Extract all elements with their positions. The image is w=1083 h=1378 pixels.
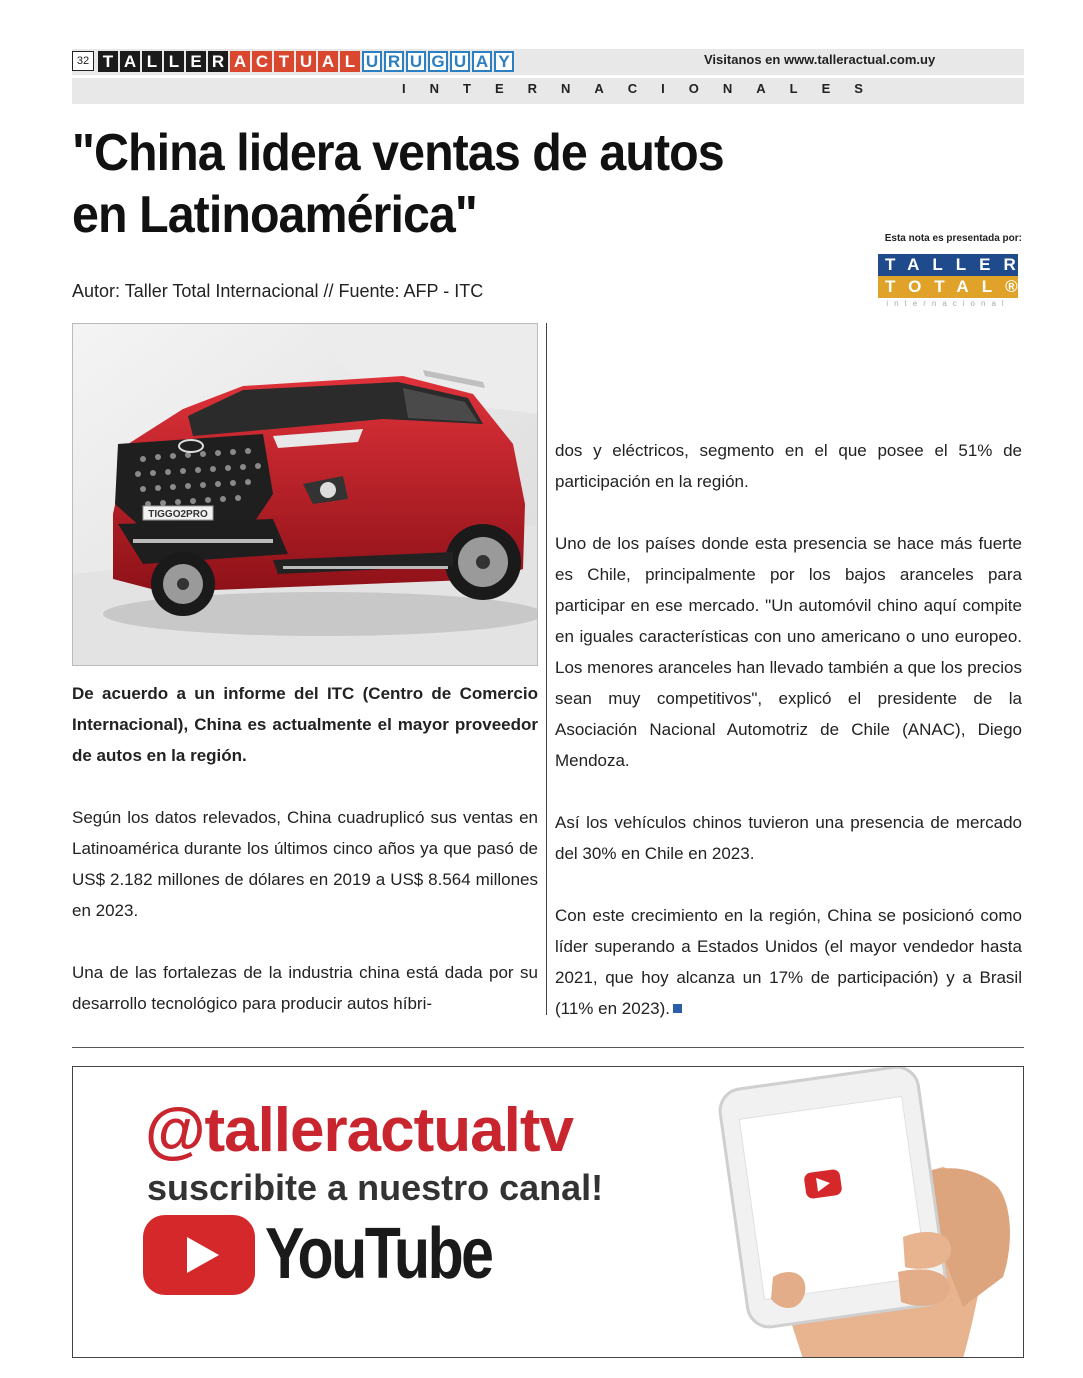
article-column-right	[555, 435, 1022, 1055]
ad-subscribe-text: suscribite a nuestro canal!	[147, 1167, 604, 1208]
masthead-letter: A	[120, 51, 140, 72]
red-suv-image	[73, 324, 538, 666]
masthead-letter: A	[230, 51, 250, 72]
masthead-letter: U	[362, 51, 382, 72]
article-paragraph-5: Con este crecimiento en la región, China se posicionó como líder superando a Estados Unidos (el mayor vendedor hasta 2021, que hoy alcanza un 17% de participación) y a Brasil (11% en 2023).	[555, 906, 1022, 1018]
masthead-letter: T	[274, 51, 294, 72]
masthead-logo	[98, 51, 514, 72]
headline	[72, 122, 797, 246]
masthead-letter: L	[142, 51, 162, 72]
byline: Autor: Taller Total Internacional // Fuente: AFP - ITC	[72, 281, 484, 301]
masthead-letter: C	[252, 51, 272, 72]
masthead-letter: T	[98, 51, 118, 72]
article-paragraph-2-end: dos y eléctricos, segmento en el que posee el 51% de participación en la región.	[555, 441, 1022, 491]
youtube-ad[interactable]	[72, 1066, 1024, 1358]
masthead-letter: U	[450, 51, 470, 72]
masthead-letter: Y	[494, 51, 514, 72]
car-badge: TIGGO2PRO	[148, 509, 208, 520]
article-column-left	[72, 678, 538, 1050]
website-link[interactable]: Visitanos en www.talleractual.com.uy	[704, 52, 936, 67]
headline-line-1: "China lidera ventas de autos	[72, 124, 724, 182]
masthead-letter: A	[318, 51, 338, 72]
masthead-letter: R	[384, 51, 404, 72]
masthead-letter: G	[428, 51, 448, 72]
section-rule	[72, 1047, 1024, 1048]
article-lead: De acuerdo a un informe del ITC (Centro de Comercio Internacional), China es actualmente el mayor proveedor de autos en la región.	[72, 684, 538, 765]
article-paragraph-5-wrap	[555, 900, 1022, 1024]
youtube-wordmark: YouTube	[265, 1214, 492, 1294]
sponsor-logo-line-3: internacional	[886, 299, 1010, 308]
column-divider	[546, 323, 547, 1015]
headline-line-2: en Latinoamérica"	[72, 186, 477, 244]
sponsor-caption: Esta nota es presentada por:	[884, 233, 1022, 244]
ad-handle: @talleractualtv	[145, 1096, 573, 1165]
masthead-letter: A	[472, 51, 492, 72]
phone-in-hand-image	[713, 1067, 1023, 1358]
youtube-play-icon	[143, 1215, 255, 1295]
page-number: 32	[72, 51, 94, 71]
masthead-letter: R	[208, 51, 228, 72]
masthead-letter: L	[340, 51, 360, 72]
masthead-letter: U	[296, 51, 316, 72]
masthead-letter: U	[406, 51, 426, 72]
sponsor-logo-line-1: TALLER	[878, 254, 1018, 276]
article-paragraph-1: Según los datos relevados, China cuadruplicó sus ventas en Latinoamérica durante los últimos cinco años ya que pasó de US$ 2.182 millones de dólares en 2019 a US$ 8.564 millones en 2023.	[72, 808, 538, 920]
sponsor-logo-line-2: TOTAL®	[878, 276, 1018, 298]
end-mark-icon	[673, 1004, 682, 1013]
article-paragraph-4: Así los vehículos chinos tuvieron una presencia de mercado del 30% en Chile en 2023.	[555, 813, 1022, 863]
section-title: INTERNACIONALES	[402, 81, 887, 96]
sponsor-logo	[878, 254, 1031, 308]
masthead-letter: E	[186, 51, 206, 72]
article-paragraph-3: Uno de los países donde esta presencia se hace más fuerte es Chile, principalmente por los bajos aranceles para participar en ese mercado. "Un automóvil chino aquí compite en iguales características con uno americano o uno europeo. Los menores aranceles han llevado también a que los precios sean muy competitivos", explicó el presidente de la Asociación Nacional Automotriz de Chile (ANAC), Diego Mendoza.	[555, 534, 1022, 770]
masthead-letter: L	[164, 51, 184, 72]
car-photo	[72, 323, 538, 666]
section-bar	[72, 78, 1024, 104]
article-paragraph-2-start: Una de las fortalezas de la industria china está dada por su desarrollo tecnológico para producir autos híbri-	[72, 963, 538, 1013]
